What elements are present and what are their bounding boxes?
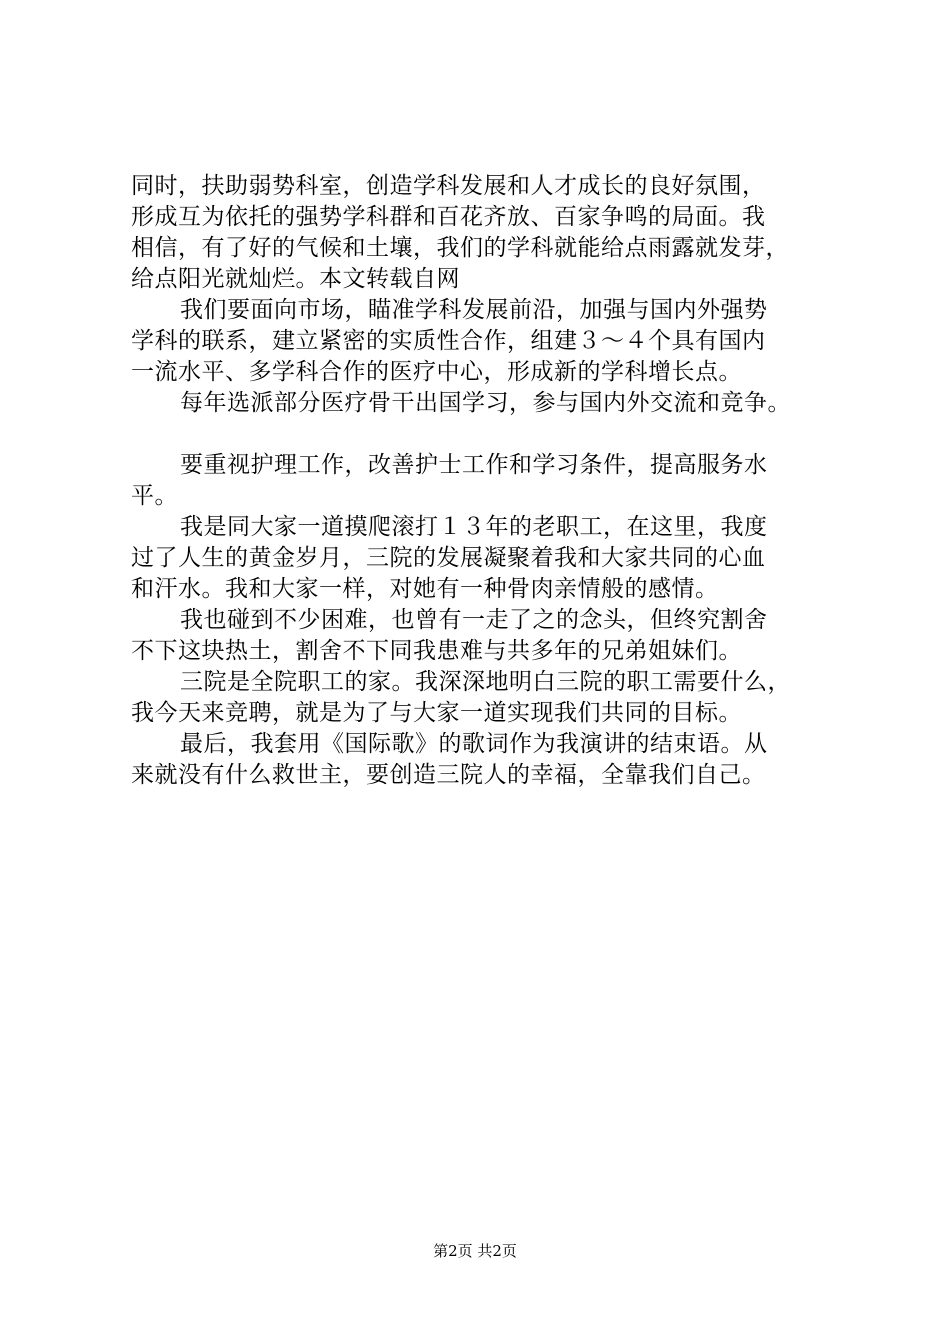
blank-line [131, 419, 851, 450]
text-line: 同时，扶助弱势科室，创造学科发展和人才成长的良好氛围， [131, 173, 766, 199]
text-line: 来就没有什么救世主，要创造三院人的幸福，全靠我们自己。 [131, 762, 766, 788]
text-line: 形成互为依托的强势学科群和百花齐放、百家争鸣的局面。我 [131, 204, 766, 230]
text-line: 相信，有了好的气候和土壤，我们的学科就能给点雨露就发芽， [131, 235, 789, 261]
text-line: 平。 [131, 483, 178, 509]
text-line: 学科的联系，建立紧密的实质性合作，组建３～４个具有国内 [131, 328, 766, 354]
text-line: 过了人生的黄金岁月，三院的发展凝聚着我和大家共同的心血 [131, 545, 766, 571]
document-body [131, 171, 851, 791]
text-line: 和汗水。我和大家一样，对她有一种骨肉亲情般的感情。 [131, 576, 719, 602]
paragraph-first-line: 三院是全院职工的家。我深深地明白三院的职工需要什么， [180, 669, 791, 695]
paragraph-first-line: 要重视护理工作，改善护士工作和学习条件，提高服务水 [180, 452, 768, 478]
text-line: 一流水平、多学科合作的医疗中心，形成新的学科增长点。 [131, 359, 742, 385]
paragraph-first-line: 我也碰到不少困难，也曾有一走了之的念头，但终究割舍 [180, 607, 768, 633]
page-footer: 第2页 共2页 [433, 1242, 517, 1260]
text-line: 我今天来竞聘，就是为了与大家一道实现我们共同的目标。 [131, 700, 742, 726]
paragraph-first-line: 每年选派部分医疗骨干出国学习，参与国内外交流和竞争。 [180, 390, 791, 416]
paragraph-first-line: 最后，我套用《国际歌》的歌词作为我演讲的结束语。从 [180, 731, 768, 757]
text-line: 不下这块热土，割舍不下同我患难与共多年的兄弟姐妹们。 [131, 638, 742, 664]
text-line: 给点阳光就灿烂。本文转载自网 [131, 266, 460, 292]
paragraph-first-line: 我们要面向市场，瞄准学科发展前沿，加强与国内外强势 [180, 297, 768, 323]
paragraph-first-line: 我是同大家一道摸爬滚打１３年的老职工，在这里，我度 [180, 514, 768, 540]
